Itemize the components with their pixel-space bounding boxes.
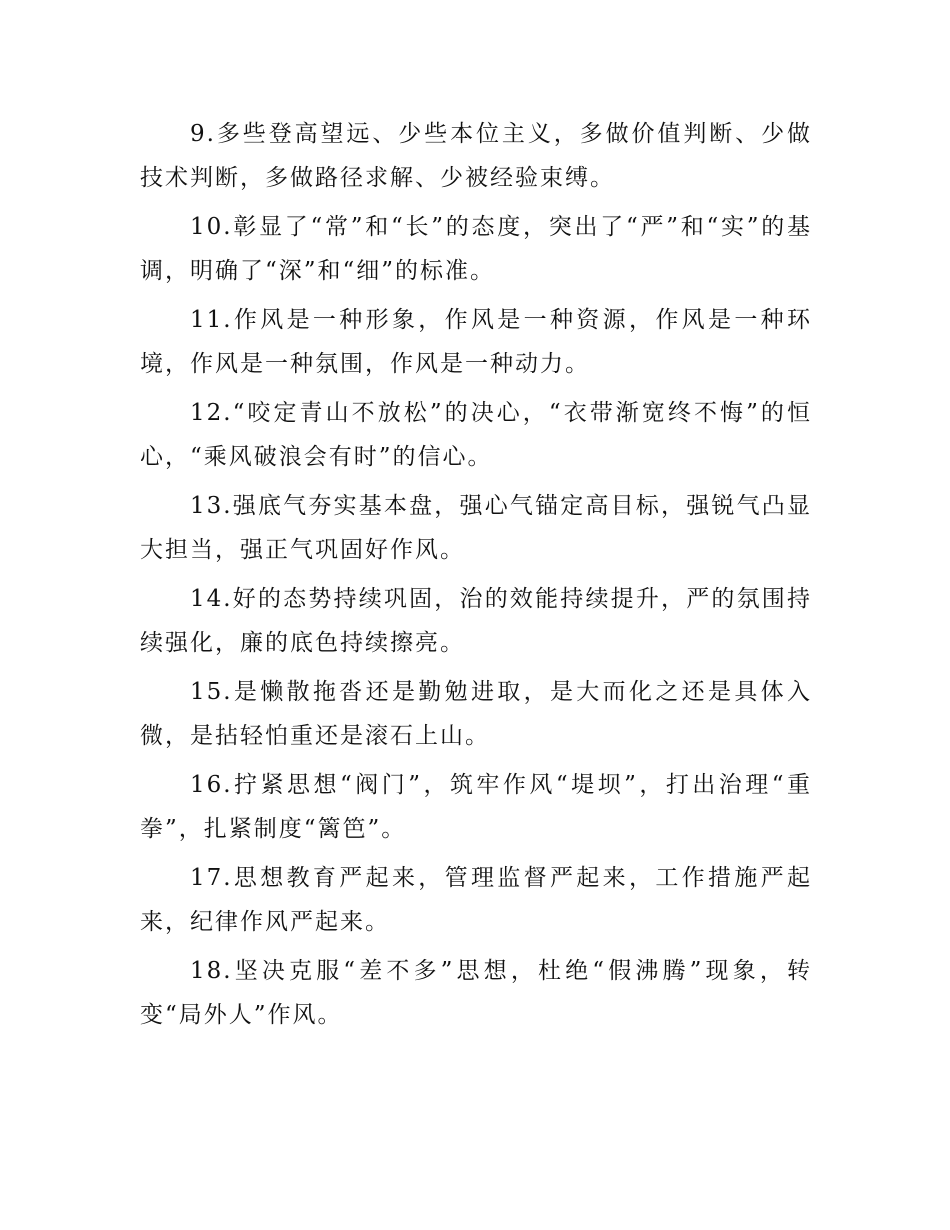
paragraph-18: 18.坚决克服“差不多”思想，杜绝“假沸腾”现象，转变“局外人”作风。 [140, 958, 812, 1028]
document-body [140, 112, 812, 1042]
paragraph-14: 14.好的态势持续巩固，治的效能持续提升，严的氛围持续强化，廉的底色持续擦亮。 [140, 586, 812, 656]
paragraph-9: 9.多些登高望远、少些本位主义，多做价值判断、少做技术判断，多做路径求解、少被经验束缚。 [140, 121, 812, 191]
paragraph-10: 10.彰显了“常”和“长”的态度，突出了“严”和“实”的基调，明确了“深”和“细”的标准。 [140, 214, 812, 284]
paragraph-13: 13.强底气夯实基本盘，强心气锚定高目标，强锐气凸显大担当，强正气巩固好作风。 [140, 493, 812, 563]
paragraph-15: 15.是懒散拖沓还是勤勉进取，是大而化之还是具体入微，是拈轻怕重还是滚石上山。 [140, 679, 812, 749]
paragraph-16: 16.拧紧思想“阀门”，筑牢作风“堤坝”，打出治理“重拳”，扎紧制度“篱笆”。 [140, 772, 812, 842]
paragraph-12: 12.“咬定青山不放松”的决心，“衣带渐宽终不悔”的恒心，“乘风破浪会有时”的信心。 [140, 400, 812, 470]
paragraph-17: 17.思想教育严起来，管理监督严起来，工作措施严起来，纪律作风严起来。 [140, 865, 812, 935]
paragraph-11: 11.作风是一种形象，作风是一种资源，作风是一种环境，作风是一种氛围，作风是一种动力。 [140, 307, 812, 377]
